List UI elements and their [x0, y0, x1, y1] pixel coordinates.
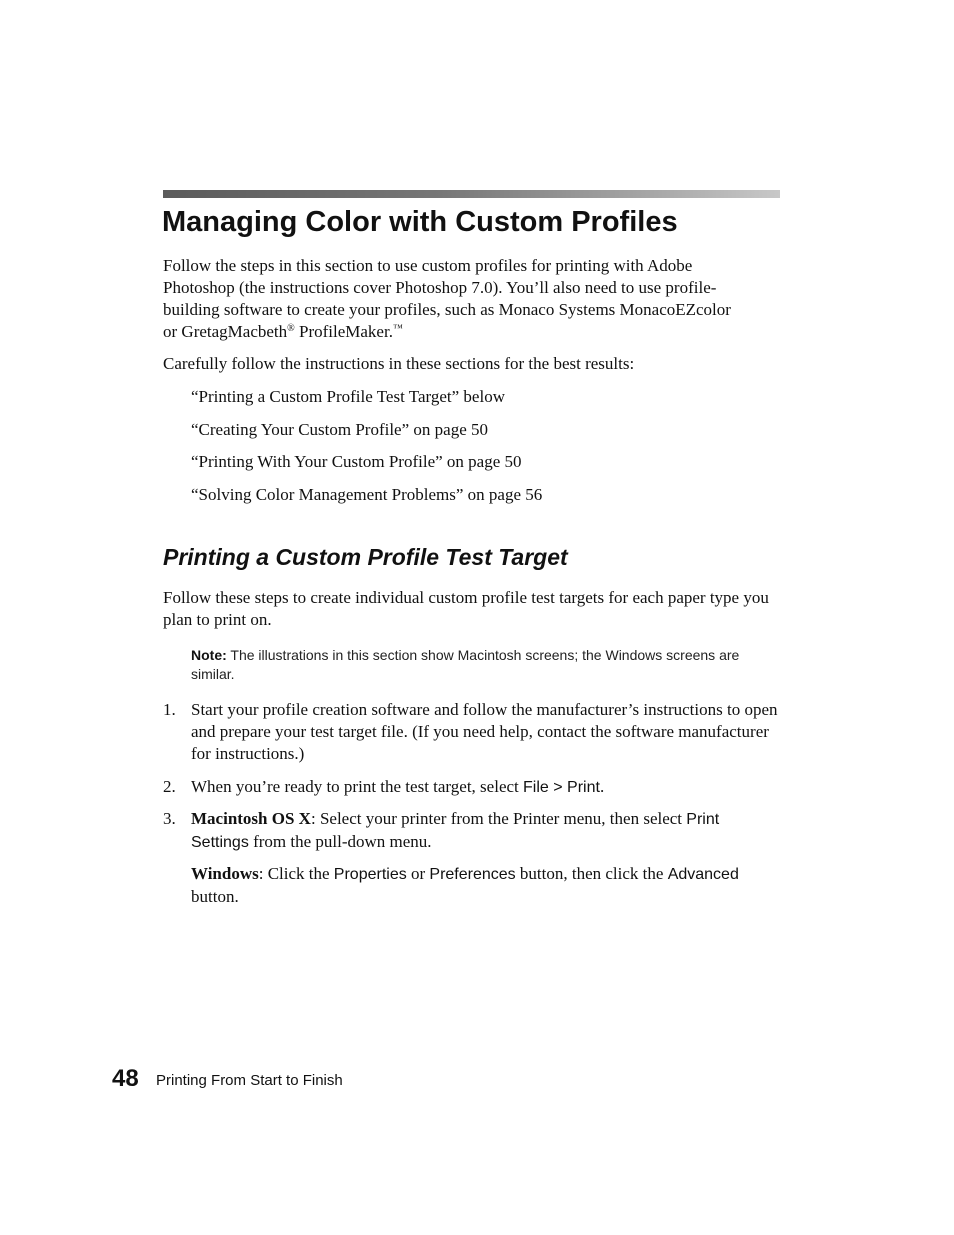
section-link-solving-problems[interactable]: “Solving Color Management Problems” on page 56 — [191, 485, 543, 504]
step-3-end: from the pull-down menu. — [248, 832, 432, 851]
step-2-end: . — [599, 777, 605, 796]
ui-label: Preferences — [429, 866, 516, 883]
section-intro: Follow these steps to create individual custom profile test targets for each paper type you plan to print on. — [163, 588, 769, 629]
intro-product: ProfileMaker. — [294, 322, 393, 341]
ui-label: Advanced — [667, 866, 739, 883]
platform-label: Windows — [191, 864, 259, 883]
step-text: Start your profile creation software and follow the manufacturer’s instructions to open and prepare your test target file. (If you need help, contact the software manufacturer for instructions.) — [191, 700, 778, 763]
page-title: Managing Color with Custom Profiles — [162, 206, 678, 238]
running-footer-title: Printing From Start to Finish — [156, 1072, 343, 1089]
step-number: 1. — [163, 700, 176, 719]
intro-text: Follow the steps in this section to use custom profiles for printing with Adobe Photoshop (the instructions cover Photoshop 7.0). You’ll also need to use profile-building software to create your profiles, such as Monaco Systems MonacoEZcolor or GretagMacbeth — [163, 256, 731, 341]
windows-text: button. — [191, 887, 239, 906]
section-heading: Printing a Custom Profile Test Target — [163, 544, 568, 570]
trademark-mark: ™ — [392, 323, 403, 334]
windows-text: : Click the — [258, 864, 334, 883]
windows-instructions — [191, 863, 781, 908]
step-3-text: : Select your printer from the Printer menu, then select — [310, 809, 687, 828]
section-link-printing-with-profile[interactable]: “Printing With Your Custom Profile” on page 50 — [191, 452, 522, 471]
registered-mark: ® — [287, 323, 295, 334]
windows-text: or — [406, 864, 430, 883]
menu-path: File > Print — [523, 779, 600, 796]
section-link-creating-profile[interactable]: “Creating Your Custom Profile” on page 50 — [191, 420, 488, 439]
step-text — [191, 808, 781, 854]
platform-label: Macintosh OS X — [191, 809, 311, 828]
intro-paragraph — [163, 255, 743, 343]
ui-label: Properties — [333, 866, 407, 883]
header-rule — [163, 190, 780, 198]
note-block — [191, 646, 751, 684]
step-2-text: When you’re ready to print the test target, select — [191, 777, 524, 796]
page-number: 48 — [112, 1065, 139, 1092]
ui-label: Print Settings — [191, 811, 720, 851]
step-number: 2. — [163, 777, 176, 796]
windows-text: button, then click the — [515, 864, 668, 883]
note-label: Note: — [191, 647, 227, 663]
section-link-printing-target[interactable]: “Printing a Custom Profile Test Target” below — [191, 387, 505, 406]
step-number: 3. — [163, 809, 176, 828]
note-text: The illustrations in this section show Macintosh screens; the Windows screens are similar. — [191, 647, 740, 682]
follow-instructions-text: Carefully follow the instructions in these sections for the best results: — [163, 354, 635, 373]
step-text — [191, 776, 604, 799]
